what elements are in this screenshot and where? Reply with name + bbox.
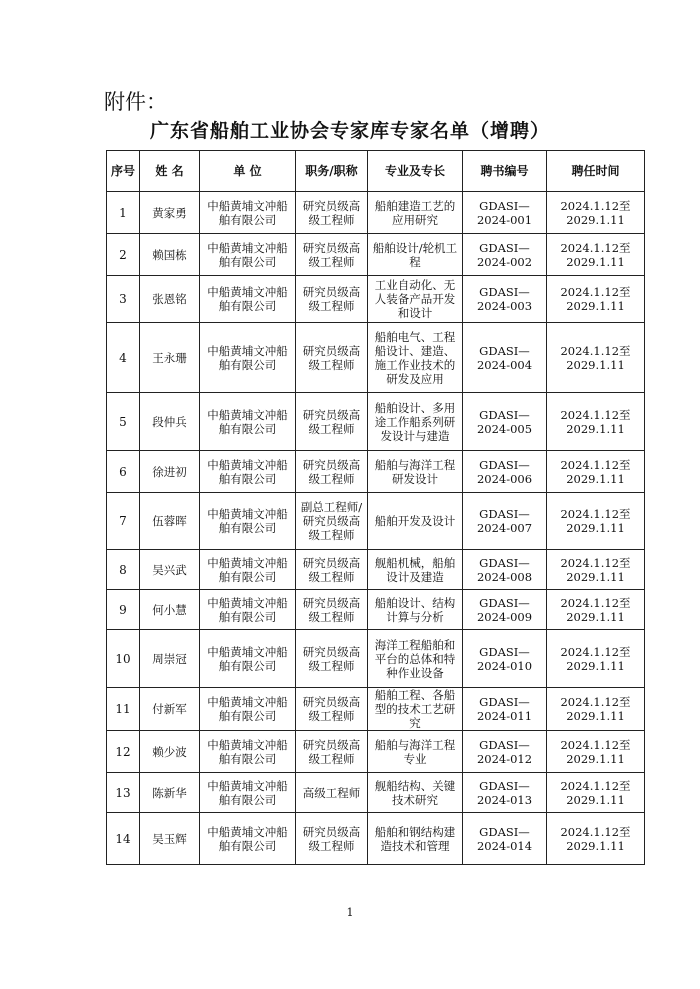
term-period: 2024.1.12至2029.1.11 (547, 234, 645, 276)
specialty: 船舶建造工艺的应用研究 (368, 192, 463, 234)
term-period: 2024.1.12至2029.1.11 (547, 630, 645, 688)
table-row (107, 550, 645, 590)
row-number: 7 (107, 493, 140, 550)
table-row (107, 323, 645, 393)
row-number: 3 (107, 276, 140, 323)
job-title: 研究员级高级工程师 (296, 192, 368, 234)
table-row (107, 630, 645, 688)
expert-name: 何小慧 (140, 590, 200, 630)
cert-number: GDASI—2024-002 (463, 234, 547, 276)
unit-name: 中船黄埔文冲船舶有限公司 (200, 688, 296, 731)
document-title: 广东省船舶工业协会专家库专家名单（增聘） (149, 120, 550, 142)
specialty: 船舶和钢结构建造技术和管理 (368, 813, 463, 865)
col-header-title: 职务/职称 (296, 151, 368, 192)
row-number: 6 (107, 451, 140, 493)
expert-name: 吴玉辉 (140, 813, 200, 865)
table-row (107, 493, 645, 550)
table-row (107, 688, 645, 731)
col-header-cert: 聘书编号 (463, 151, 547, 192)
col-header-term: 聘任时间 (547, 151, 645, 192)
col-header-specialty: 专业及专长 (368, 151, 463, 192)
table-row (107, 393, 645, 451)
expert-name: 徐进初 (140, 451, 200, 493)
term-period: 2024.1.12至2029.1.11 (547, 773, 645, 813)
row-number: 9 (107, 590, 140, 630)
cert-number: GDASI—2024-013 (463, 773, 547, 813)
specialty: 船舶工程、各船型的技术工艺研究 (368, 688, 463, 731)
job-title: 研究员级高级工程师 (296, 688, 368, 731)
specialty: 船舶开发及设计 (368, 493, 463, 550)
specialty: 船舶电气、工程船设计、建造、施工作业技术的研发及应用 (368, 323, 463, 393)
expert-name: 赖少波 (140, 731, 200, 773)
table-row (107, 590, 645, 630)
unit-name: 中船黄埔文冲船舶有限公司 (200, 493, 296, 550)
specialty: 舰船机械，船舶设计及建造 (368, 550, 463, 590)
table-row (107, 773, 645, 813)
col-header-no: 序号 (107, 151, 140, 192)
table-row (107, 276, 645, 323)
cert-number: GDASI—2024-014 (463, 813, 547, 865)
term-period: 2024.1.12至2029.1.11 (547, 731, 645, 773)
row-number: 10 (107, 630, 140, 688)
term-period: 2024.1.12至2029.1.11 (547, 276, 645, 323)
table-row (107, 234, 645, 276)
expert-name: 张恩铭 (140, 276, 200, 323)
table-row (107, 451, 645, 493)
unit-name: 中船黄埔文冲船舶有限公司 (200, 590, 296, 630)
job-title: 高级工程师 (296, 773, 368, 813)
specialty: 工业自动化、无人装备产品开发和设计 (368, 276, 463, 323)
row-number: 2 (107, 234, 140, 276)
job-title: 研究员级高级工程师 (296, 276, 368, 323)
unit-name: 中船黄埔文冲船舶有限公司 (200, 234, 296, 276)
job-title: 研究员级高级工程师 (296, 234, 368, 276)
table-row (107, 813, 645, 865)
cert-number: GDASI—2024-006 (463, 451, 547, 493)
row-number: 4 (107, 323, 140, 393)
unit-name: 中船黄埔文冲船舶有限公司 (200, 773, 296, 813)
row-number: 8 (107, 550, 140, 590)
expert-name: 周崇冠 (140, 630, 200, 688)
attachment-label: 附件： (104, 90, 167, 114)
cert-number: GDASI—2024-010 (463, 630, 547, 688)
table-row (107, 192, 645, 234)
term-period: 2024.1.12至2029.1.11 (547, 688, 645, 731)
page-number: 1 (346, 906, 354, 919)
specialty: 舰船结构、关键技术研究 (368, 773, 463, 813)
table-row (107, 731, 645, 773)
job-title: 研究员级高级工程师 (296, 451, 368, 493)
unit-name: 中船黄埔文冲船舶有限公司 (200, 813, 296, 865)
col-header-name: 姓 名 (140, 151, 200, 192)
row-number: 11 (107, 688, 140, 731)
unit-name: 中船黄埔文冲船舶有限公司 (200, 393, 296, 451)
col-header-unit: 单 位 (200, 151, 296, 192)
expert-name: 吴兴武 (140, 550, 200, 590)
job-title: 研究员级高级工程师 (296, 630, 368, 688)
table-header-row (107, 151, 645, 192)
expert-name: 王永珊 (140, 323, 200, 393)
job-title: 副总工程师/研究员级高级工程师 (296, 493, 368, 550)
term-period: 2024.1.12至2029.1.11 (547, 550, 645, 590)
term-period: 2024.1.12至2029.1.11 (547, 493, 645, 550)
term-period: 2024.1.12至2029.1.11 (547, 323, 645, 393)
term-period: 2024.1.12至2029.1.11 (547, 393, 645, 451)
row-number: 12 (107, 731, 140, 773)
expert-table (106, 150, 645, 865)
job-title: 研究员级高级工程师 (296, 550, 368, 590)
job-title: 研究员级高级工程师 (296, 393, 368, 451)
row-number: 1 (107, 192, 140, 234)
specialty: 船舶与海洋工程专业 (368, 731, 463, 773)
term-period: 2024.1.12至2029.1.11 (547, 192, 645, 234)
specialty: 船舶设计、多用途工作船系列研发设计与建造 (368, 393, 463, 451)
row-number: 14 (107, 813, 140, 865)
row-number: 13 (107, 773, 140, 813)
unit-name: 中船黄埔文冲船舶有限公司 (200, 276, 296, 323)
job-title: 研究员级高级工程师 (296, 590, 368, 630)
specialty: 船舶与海洋工程研发设计 (368, 451, 463, 493)
cert-number: GDASI—2024-009 (463, 590, 547, 630)
term-period: 2024.1.12至2029.1.11 (547, 451, 645, 493)
cert-number: GDASI—2024-007 (463, 493, 547, 550)
cert-number: GDASI—2024-005 (463, 393, 547, 451)
unit-name: 中船黄埔文冲船舶有限公司 (200, 630, 296, 688)
cert-number: GDASI—2024-008 (463, 550, 547, 590)
term-period: 2024.1.12至2029.1.11 (547, 813, 645, 865)
job-title: 研究员级高级工程师 (296, 813, 368, 865)
expert-name: 付新军 (140, 688, 200, 731)
term-period: 2024.1.12至2029.1.11 (547, 590, 645, 630)
expert-name: 伍蓉晖 (140, 493, 200, 550)
specialty: 船舶设计、结构计算与分析 (368, 590, 463, 630)
specialty: 海洋工程船舶和平台的总体和特种作业设备 (368, 630, 463, 688)
unit-name: 中船黄埔文冲船舶有限公司 (200, 451, 296, 493)
expert-name: 段仲兵 (140, 393, 200, 451)
cert-number: GDASI—2024-012 (463, 731, 547, 773)
cert-number: GDASI—2024-001 (463, 192, 547, 234)
job-title: 研究员级高级工程师 (296, 323, 368, 393)
cert-number: GDASI—2024-011 (463, 688, 547, 731)
cert-number: GDASI—2024-004 (463, 323, 547, 393)
expert-name: 陈新华 (140, 773, 200, 813)
job-title: 研究员级高级工程师 (296, 731, 368, 773)
cert-number: GDASI—2024-003 (463, 276, 547, 323)
specialty: 船舶设计/轮机工程 (368, 234, 463, 276)
unit-name: 中船黄埔文冲船舶有限公司 (200, 550, 296, 590)
unit-name: 中船黄埔文冲船舶有限公司 (200, 323, 296, 393)
unit-name: 中船黄埔文冲船舶有限公司 (200, 731, 296, 773)
row-number: 5 (107, 393, 140, 451)
expert-name: 黄家勇 (140, 192, 200, 234)
unit-name: 中船黄埔文冲船舶有限公司 (200, 192, 296, 234)
expert-name: 赖国栋 (140, 234, 200, 276)
